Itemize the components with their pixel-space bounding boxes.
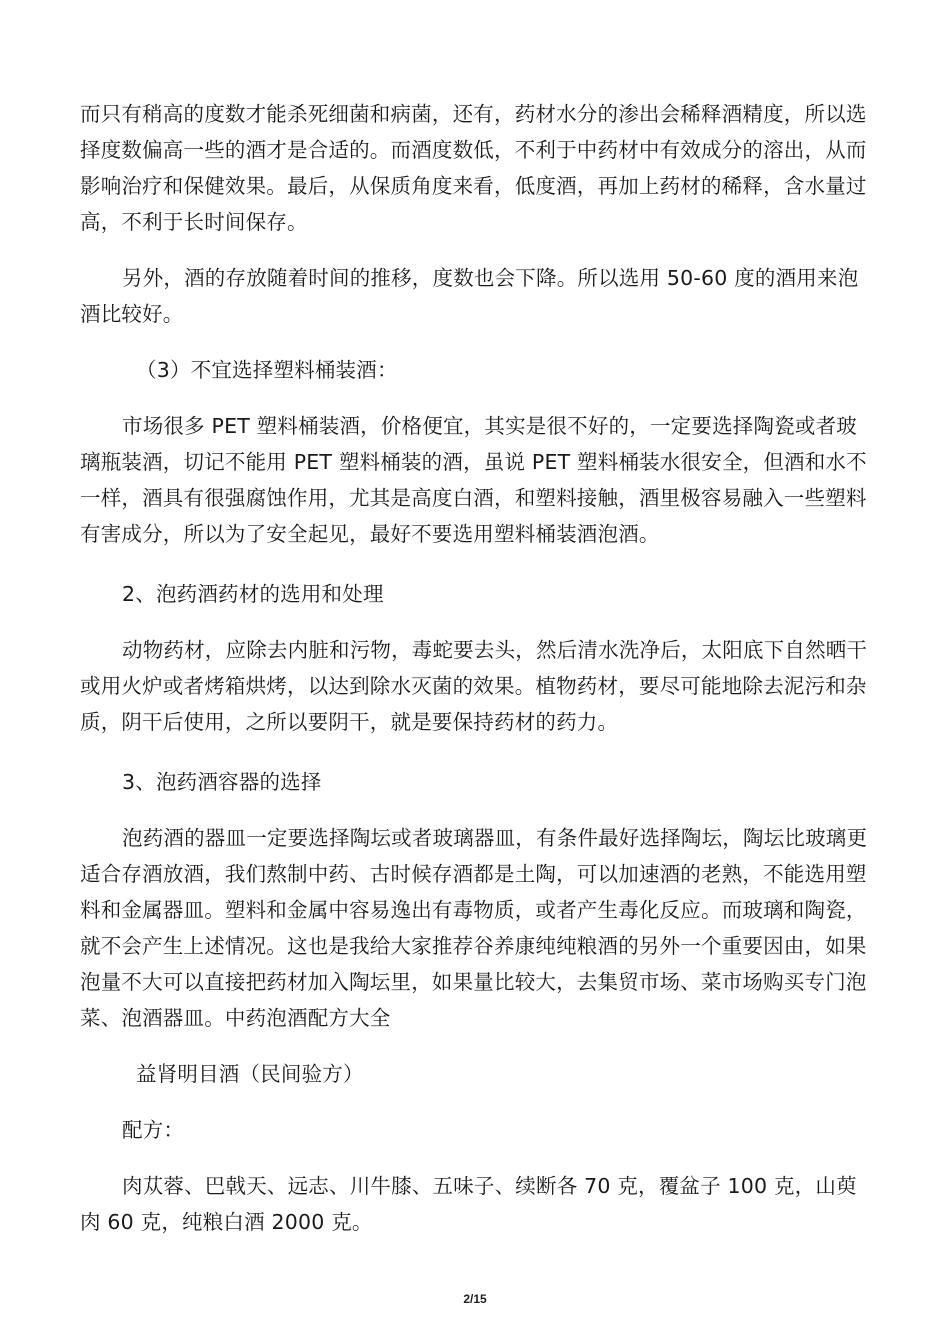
paragraph-herb-processing: 动物药材，应除去内脏和污物，毒蛇要去头，然后清水洗净后，太阳底下自然晒干或用火炉或者烤箱烘烤，以达到除水灭菌的效果。植物药材，要尽可能地除去泥污和杂质，阴干后使用，之所以要阴干，就是要保持药材的药力。 [80, 638, 868, 734]
heading-no-plastic-barrel: （3）不宜选择塑料桶装酒： [136, 358, 398, 382]
paragraph-container-choice: 泡药酒的器皿一定要选择陶坛或者玻璃器皿，有条件最好选择陶坛，陶坛比玻璃更适合存酒放酒，我们熬制中药、古时候存酒都是土陶，可以加速酒的老熟，不能选用塑料和金属器皿。塑料和金属中容易逸出有毒物质，或者产生毒化反应。而玻璃和陶瓷，就不会产生上述情况。这也是我给大家推荐谷养康纯纯粮酒的另外一个重要因由，如果泡量不大可以直接把药材加入陶坛里，如果量比较大，去集贸市场、菜市场购买专门泡菜、泡酒器皿。中药泡酒配方大全 [80, 826, 868, 1030]
recipe-ingredients: 肉苁蓉、巴戟天、远志、川牛膝、五味子、续断各 70 克，覆盆子 100 克，山萸肉 60 克，纯粮白酒 2000 克。 [80, 1174, 857, 1234]
recipe-formula-label: 配方： [122, 1118, 185, 1142]
document-body [80, 96, 870, 1240]
heading-container-selection: 3、泡药酒容器的选择 [122, 770, 322, 794]
paragraph-storage-degree: 另外，酒的存放随着时间的推移，度数也会下降。所以选用 50-60 度的酒用来泡酒比较好。 [80, 266, 859, 326]
paragraph-pet-barrel: 市场很多 PET 塑料桶装酒，价格便宜，其实是很不好的，一定要选择陶瓷或者玻璃瓶装酒，切记不能用 PET 塑料桶装的酒，虽说 PET 塑料桶装水很安全，但酒和水不一样，酒具有很强腐蚀作用，尤其是高度白酒，和塑料接触，酒里极容易融入一些塑料有害成分，所以为了安全起见，最好不要选用塑料桶装酒泡酒。 [80, 414, 867, 546]
page-number: 2/15 [463, 1292, 487, 1306]
heading-recipe-title: 益肾明目酒（民间验方） [136, 1062, 364, 1086]
heading-herb-selection: 2、泡药酒药材的选用和处理 [122, 582, 384, 606]
paragraph-alcohol-strength: 而只有稍高的度数才能杀死细菌和病菌，还有，药材水分的渗出会稀释酒精度，所以选择度数偏高一些的酒才是合适的。而酒度数低，不利于中药材中有效成分的溶出，从而影响治疗和保健效果。最后，从保质角度来看，低度酒，再加上药材的稀释，含水量过高，不利于长时间保存。 [80, 102, 867, 234]
